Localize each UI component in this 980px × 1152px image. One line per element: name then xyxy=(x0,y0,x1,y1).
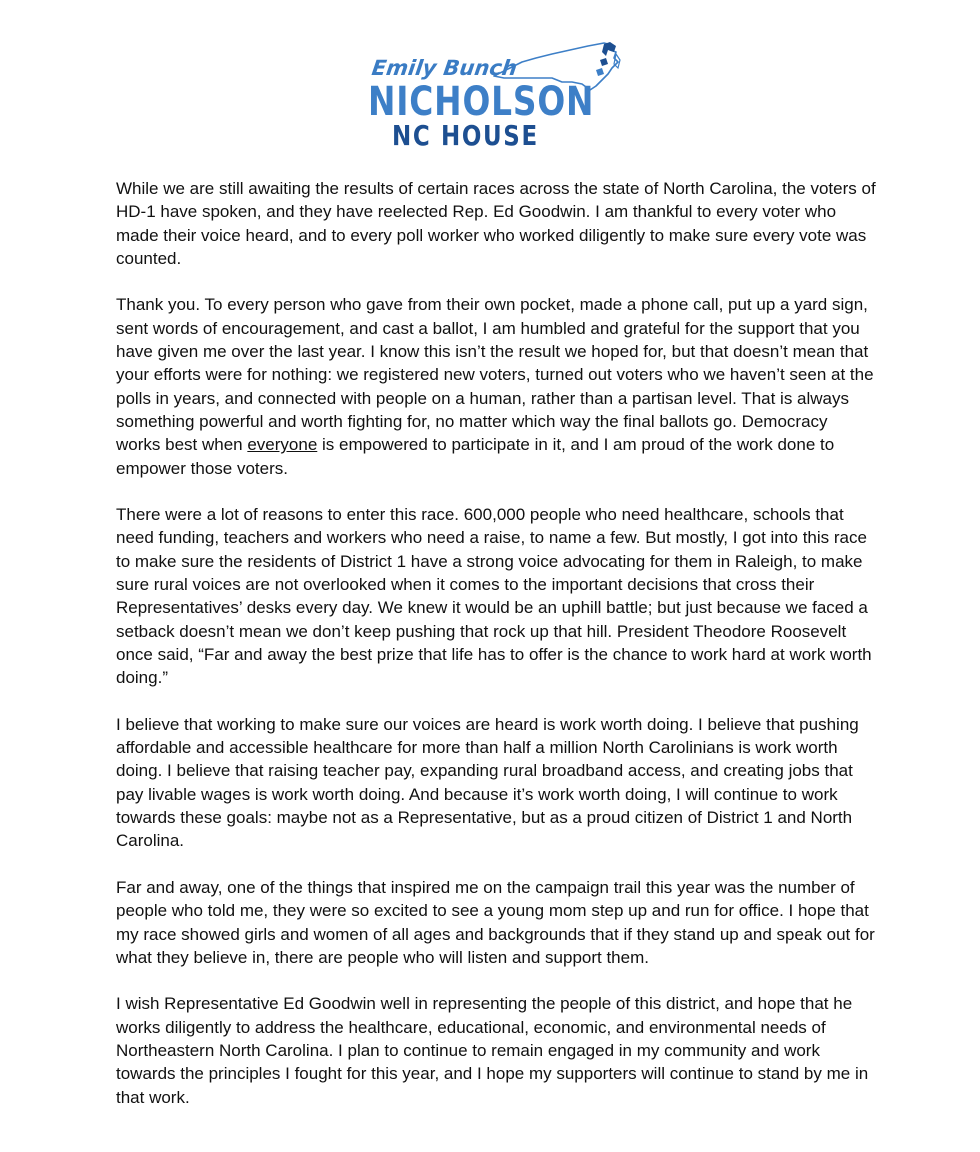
paragraph-2-part-b: is empowered to participate in it, and I am proud of the work done to empower those voters. xyxy=(116,435,835,478)
logo-office: NC HOUSE xyxy=(392,119,539,152)
campaign-logo xyxy=(360,38,630,158)
logo-last-name: NICHOLSON xyxy=(368,79,595,125)
logo-first-name: Emily Bunch xyxy=(370,56,519,80)
paragraph-2-part-a: Thank you. To every person who gave from their own pocket, made a phone call, put up a yard sign, sent words of encouragement, and cast a ballot, I am humbled and grateful for the support that you have given me over the last year. I know this isn’t the result we hoped for, but that doesn’t mean that your efforts were for nothing: we registered new voters, turned out voters who we haven’t seen at the polls in years, and connected with people on a human, rather than a partisan level. That is always something powerful and worth fighting for, no matter which way the final ballots go. Democracy works best when xyxy=(116,295,874,455)
paragraph-5: Far and away, one of the things that inspired me on the campaign trail this year was the number of people who told me, they were so excited to see a young mom step up and run for office. I hope that my race showed girls and women of all ages and backgrounds that if they stand up and speak out for what they believe in, there are people who will listen and support them. xyxy=(116,877,875,967)
paragraph-3: There were a lot of reasons to enter this race. 600,000 people who need healthcare, schools that need funding, teachers and workers who need a raise, to name a few. But mostly, I got into this race to make sure the residents of District 1 have a strong voice advocating for them in Raleigh, to make sure rural voices are not overlooked when it comes to the important decisions that cross their Representatives’ desks every day. We knew it would be an uphill battle; but just because we faced a setback doesn’t mean we don’t keep pushing that rock up that hill. President Theodore Roosevelt once said, “Far and away the best prize that life has to offer is the chance to work hard at work worth doing.” xyxy=(116,505,872,688)
paragraph-2 xyxy=(116,293,876,479)
paragraph-4: I believe that working to make sure our voices are heard is work worth doing. I believe that pushing affordable and accessible healthcare for more than half a million North Carolinians is work worth doing. I believe that raising teacher pay, expanding rural broadband access, and creating jobs that pay livable wages is work worth doing. And because it’s work worth doing, I will continue to work towards these goals: maybe not as a Representative, but as a proud citizen of District 1 and North Carolina. xyxy=(116,714,859,851)
underlined-word: everyone xyxy=(247,435,318,455)
paragraph-6: I wish Representative Ed Goodwin well in representing the people of this district, and hope that he works diligently to address the healthcare, educational, economic, and environmental needs of Northeastern North Carolina. I plan to continue to remain engaged in my community and work towards the principles I fought for this year, and I hope my supporters will continue to stand by me in that work. xyxy=(116,994,869,1107)
letter-body xyxy=(116,177,876,1132)
paragraph-1: While we are still awaiting the results of certain races across the state of North Carolina, the voters of HD-1 have spoken, and they have reelected Rep. Ed Goodwin. I am thankful to every voter who made their voice heard, and to every poll worker who worked diligently to make sure every vote was counted. xyxy=(116,179,876,268)
